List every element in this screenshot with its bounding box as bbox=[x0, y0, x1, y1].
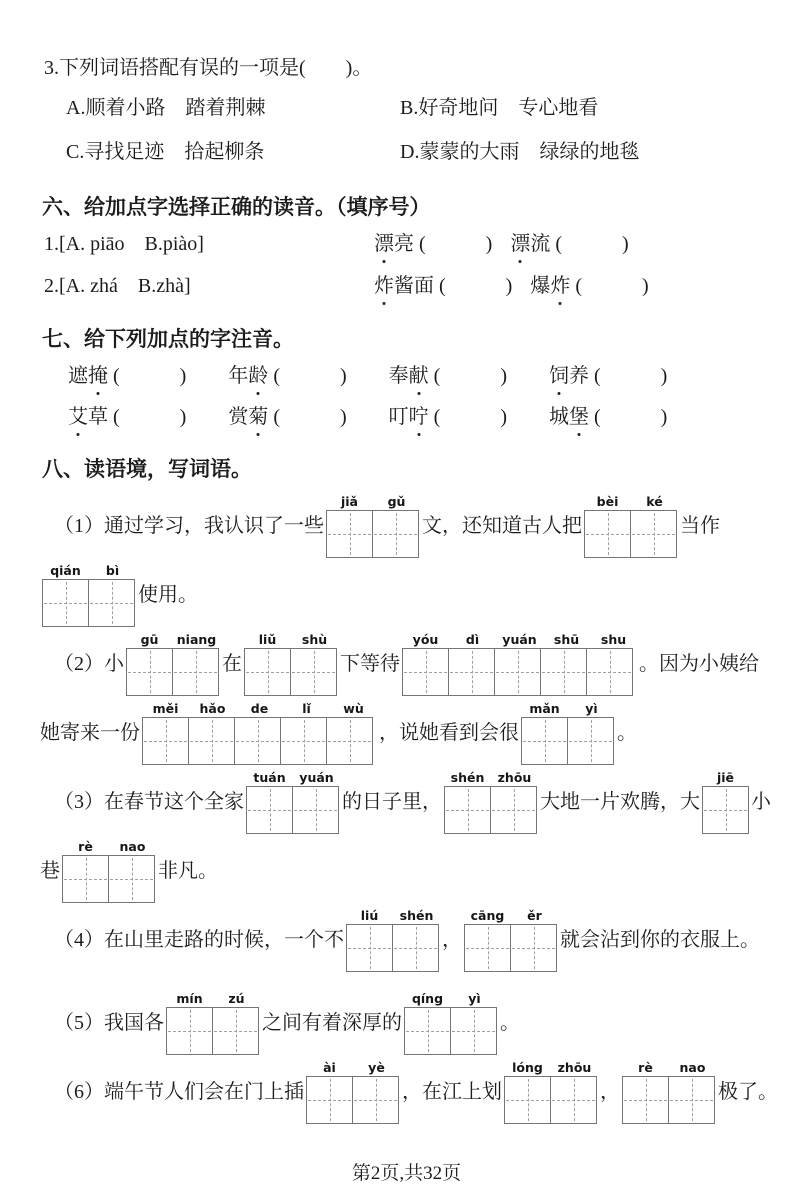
writing-grid-aiye bbox=[306, 1059, 400, 1124]
writing-grid-cell bbox=[404, 1007, 451, 1055]
answer-blank: ( ) bbox=[273, 365, 347, 387]
writing-grid-cell bbox=[42, 579, 89, 627]
dotted-char: 咛 bbox=[408, 406, 429, 428]
fill-line-6 bbox=[40, 838, 773, 903]
pinyin-label: shén bbox=[399, 908, 434, 923]
pinyin-label: gū bbox=[140, 632, 159, 647]
pinyin-label: hǎo bbox=[199, 701, 226, 716]
sentence-fragment: 她寄来一份 bbox=[40, 721, 140, 744]
writing-grid-cell bbox=[306, 1076, 353, 1124]
sentence-fragment: （6）端午节人们会在门上插 bbox=[54, 1080, 304, 1103]
sentence-fragment: 的日子里， bbox=[342, 790, 442, 813]
writing-grid-cell bbox=[504, 1076, 551, 1124]
dotted-word-piaoliang: 漂亮 ( ) bbox=[374, 233, 493, 255]
dotted-char: 漂 bbox=[510, 233, 531, 255]
writing-grid-cell bbox=[372, 510, 419, 558]
writing-grid-renao-2 bbox=[622, 1059, 716, 1124]
dotted-word-zheyan: 遮掩 ( ) bbox=[68, 365, 187, 387]
pinyin-label: lǐ bbox=[302, 701, 311, 716]
sentence-fragment: 。因为小姨给 bbox=[639, 652, 759, 675]
writing-grid-youdiyuan bbox=[402, 631, 637, 696]
option-b: B.好奇地问 专心地看 bbox=[400, 97, 599, 119]
pinyin-label: ěr bbox=[527, 908, 542, 923]
writing-grid-beike bbox=[584, 493, 678, 558]
sentence-fragment: （3）在春节这个全家 bbox=[54, 790, 244, 813]
writing-grid-cell bbox=[630, 510, 677, 558]
pronunciation-item-2 bbox=[44, 273, 773, 299]
pronunciation-item-1 bbox=[44, 231, 773, 257]
dotted-word-nianling: 年龄 ( ) bbox=[228, 365, 347, 387]
fill-line-2 bbox=[40, 562, 773, 627]
pinyin-label: nao bbox=[679, 1060, 706, 1075]
sentence-fragment: （2）小 bbox=[54, 652, 124, 675]
sentence-fragment: 下等待 bbox=[340, 652, 400, 675]
writing-grid-cell bbox=[450, 1007, 497, 1055]
section-6-heading: 六、给加点字选择正确的读音。（填序号） bbox=[42, 195, 431, 219]
writing-grid-cell bbox=[212, 1007, 259, 1055]
dotted-char: 漂 bbox=[374, 233, 394, 255]
pinyin-label: wù bbox=[343, 701, 364, 716]
sentence-fragment: （5）我国各 bbox=[54, 1011, 164, 1034]
writing-grid-cell bbox=[567, 717, 614, 765]
writing-grid-cell bbox=[668, 1076, 715, 1124]
writing-grid-canger bbox=[464, 907, 558, 972]
writing-grid-cell bbox=[244, 648, 291, 696]
writing-grid-guniang bbox=[126, 631, 220, 696]
sentence-fragment: 。 bbox=[500, 1011, 520, 1034]
dotted-char: 艾 bbox=[68, 406, 88, 428]
fill-line-7 bbox=[40, 907, 773, 972]
writing-grid-cell bbox=[448, 648, 495, 696]
sentence-fragment: 在 bbox=[222, 652, 242, 675]
dotted-word-zhajiangmian: 炸酱面 ( ) bbox=[374, 275, 513, 297]
writing-grid-cell bbox=[108, 855, 155, 903]
pinyin-label: liǔ bbox=[258, 632, 277, 647]
pinyin-label: ké bbox=[646, 494, 663, 509]
sentence-fragment: ， bbox=[600, 1080, 620, 1103]
pinyin-label: bèi bbox=[596, 494, 619, 509]
pinyin-label: zhōu bbox=[497, 770, 532, 785]
writing-grid-cell bbox=[346, 924, 393, 972]
dotted-word-aicao: 艾草 ( ) bbox=[68, 406, 187, 428]
answer-blank: ( ) bbox=[593, 406, 668, 428]
sentence-fragment: 极了。 bbox=[718, 1080, 778, 1103]
dotted-char: 龄 bbox=[248, 365, 269, 387]
writing-grid-longzhou bbox=[504, 1059, 598, 1124]
pinyin-label: yì bbox=[585, 701, 598, 716]
writing-grid-manyi bbox=[521, 700, 615, 765]
writing-grid-cell bbox=[166, 1007, 213, 1055]
answer-blank: ( ) bbox=[113, 406, 187, 428]
writing-grid-cell bbox=[584, 510, 631, 558]
writing-grid-liushen bbox=[346, 907, 440, 972]
option-c: C.寻找足迹 拾起柳条 bbox=[66, 141, 265, 163]
answer-blank: ( ) bbox=[439, 275, 513, 297]
pinyin-label: nao bbox=[119, 839, 146, 854]
writing-grid-cell bbox=[142, 717, 189, 765]
answer-blank: ( ) bbox=[593, 365, 668, 387]
answer-blank: ( ) bbox=[555, 233, 629, 255]
fill-line-1 bbox=[40, 493, 773, 558]
writing-grid-cell bbox=[326, 510, 373, 558]
sentence-fragment: 文，还知道古人把 bbox=[422, 514, 582, 537]
pinyin-label: yuán bbox=[299, 770, 334, 785]
sentence-fragment: ， bbox=[442, 928, 462, 951]
pinyin-label: shén bbox=[450, 770, 485, 785]
pinyin-label: yóu bbox=[412, 632, 439, 647]
writing-grid-cell bbox=[292, 786, 339, 834]
writing-grid-cell bbox=[540, 648, 587, 696]
pinyin-label: rè bbox=[638, 1060, 653, 1075]
dotted-char: 献 bbox=[408, 365, 429, 387]
sentence-fragment: ，在江上划 bbox=[402, 1080, 502, 1103]
option-d: D.蒙蒙的大雨 绿绿的地毯 bbox=[400, 141, 640, 163]
question-3-options-row-1 bbox=[66, 95, 773, 121]
pinyin-label: zú bbox=[228, 991, 245, 1006]
question-3-options-row-2 bbox=[66, 139, 773, 165]
pinyin-label: mǎn bbox=[529, 701, 560, 716]
pinyin-label: tuán bbox=[253, 770, 286, 785]
pinyin-label: dì bbox=[465, 632, 480, 647]
writing-grid-cell bbox=[246, 786, 293, 834]
pinyin-label: bì bbox=[105, 563, 120, 578]
fill-line-9 bbox=[40, 1059, 778, 1124]
pinyin-label: lóng bbox=[512, 1060, 543, 1075]
fill-line-3 bbox=[40, 631, 773, 696]
sentence-fragment: 使用。 bbox=[138, 583, 198, 606]
writing-grid-cell bbox=[622, 1076, 669, 1124]
section-7-heading: 七、给下列加点的字注音。 bbox=[42, 327, 294, 351]
pinyin-label: měi bbox=[152, 701, 179, 716]
writing-grid-cell bbox=[521, 717, 568, 765]
pinyin-label: ài bbox=[323, 1060, 336, 1075]
pinyin-label: shù bbox=[301, 632, 328, 647]
writing-grid-cell bbox=[702, 786, 749, 834]
dotted-word-piaoliu: 漂流 ( ) bbox=[510, 233, 629, 255]
question-3-title: 3.下列词语搭配有误的一项是( )。 bbox=[44, 57, 373, 79]
sentence-fragment: ，说她看到会很 bbox=[379, 721, 519, 744]
dotted-char: 菊 bbox=[248, 406, 269, 428]
dotted-word-baozha: 爆炸 ( ) bbox=[530, 275, 649, 297]
sentence-fragment: 非凡。 bbox=[158, 859, 218, 882]
fill-line-5 bbox=[40, 769, 773, 834]
dotted-char: 堡 bbox=[568, 406, 589, 428]
pronunciation-choices-2: 2.[A. zhá B.zhà] bbox=[44, 275, 191, 297]
pinyin-label: cāng bbox=[470, 908, 505, 923]
writing-grid-jie bbox=[702, 769, 749, 834]
dotted-word-chengbao: 城堡 ( ) bbox=[548, 406, 668, 428]
writing-grid-liushu bbox=[244, 631, 338, 696]
sentence-fragment: 巷 bbox=[40, 859, 60, 882]
writing-grid-cell bbox=[172, 648, 219, 696]
pinyin-label: yì bbox=[468, 991, 481, 1006]
writing-grid-cell bbox=[402, 648, 449, 696]
writing-grid-cell bbox=[290, 648, 337, 696]
sentence-fragment: 当作 bbox=[680, 514, 720, 537]
sentence-fragment: 就会沾到你的衣服上。 bbox=[560, 928, 760, 951]
answer-blank: ( ) bbox=[419, 233, 493, 255]
writing-grid-shenzhou bbox=[444, 769, 538, 834]
sentence-fragment: （1）通过学习，我认识了一些 bbox=[54, 514, 324, 537]
writing-grid-cell bbox=[234, 717, 281, 765]
sentence-fragment: 之间有着深厚的 bbox=[262, 1011, 402, 1034]
sentence-fragment: （4）在山里走路的时候，一个不 bbox=[54, 928, 344, 951]
answer-blank: ( ) bbox=[273, 406, 347, 428]
annotate-row-1 bbox=[68, 363, 773, 389]
answer-blank: ( ) bbox=[433, 406, 507, 428]
sentence-fragment: 大地一片欢腾，大 bbox=[540, 790, 700, 813]
dotted-word-siyang: 饲养 ( ) bbox=[548, 365, 668, 387]
writing-grid-qingyi bbox=[404, 990, 498, 1055]
fill-line-4 bbox=[40, 700, 773, 765]
pinyin-label: mín bbox=[176, 991, 203, 1006]
pinyin-label: niang bbox=[176, 632, 217, 647]
answer-blank: ( ) bbox=[575, 275, 649, 297]
fill-line-8 bbox=[40, 990, 773, 1055]
pinyin-label: shu bbox=[600, 632, 627, 647]
pinyin-label: gǔ bbox=[387, 494, 406, 509]
pinyin-label: jiē bbox=[716, 770, 735, 785]
pinyin-label: yuán bbox=[502, 632, 537, 647]
writing-grid-tuanyuan bbox=[246, 769, 340, 834]
writing-grid-cell bbox=[392, 924, 439, 972]
writing-grid-minzu bbox=[166, 990, 260, 1055]
dotted-word-dingning: 叮咛 ( ) bbox=[388, 406, 507, 428]
pinyin-label: shū bbox=[553, 632, 580, 647]
writing-grid-qianbi bbox=[42, 562, 136, 627]
writing-grid-cell bbox=[352, 1076, 399, 1124]
pinyin-label: jiǎ bbox=[340, 494, 358, 509]
dotted-char: 掩 bbox=[88, 365, 108, 387]
writing-grid-cell bbox=[280, 717, 327, 765]
dotted-char: 饲 bbox=[548, 365, 569, 387]
writing-grid-cell bbox=[510, 924, 557, 972]
writing-grid-cell bbox=[444, 786, 491, 834]
option-a: A.顺着小路 踏着荆棘 bbox=[66, 97, 266, 119]
writing-grid-cell bbox=[494, 648, 541, 696]
pronunciation-choices-1: 1.[A. piāo B.piào] bbox=[44, 233, 204, 255]
writing-grid-cell bbox=[88, 579, 135, 627]
page-number: 第2页,共32页 bbox=[351, 1163, 462, 1184]
writing-grid-renao-1 bbox=[62, 838, 156, 903]
pinyin-label: zhōu bbox=[557, 1060, 592, 1075]
writing-grid-liwu bbox=[142, 700, 377, 765]
writing-grid-jiagu bbox=[326, 493, 420, 558]
section-8-heading: 八、读语境，写词语。 bbox=[42, 457, 252, 481]
pinyin-label: qíng bbox=[411, 991, 444, 1006]
writing-grid-cell bbox=[490, 786, 537, 834]
pinyin-label: yè bbox=[368, 1060, 385, 1075]
pinyin-label: qián bbox=[50, 563, 81, 578]
writing-grid-cell bbox=[62, 855, 109, 903]
annotate-row-2 bbox=[68, 404, 773, 430]
sentence-fragment: 小 bbox=[751, 790, 771, 813]
pinyin-label: liú bbox=[360, 908, 379, 923]
answer-blank: ( ) bbox=[113, 365, 187, 387]
answer-blank: ( ) bbox=[433, 365, 507, 387]
writing-grid-cell bbox=[464, 924, 511, 972]
writing-grid-cell bbox=[550, 1076, 597, 1124]
dotted-word-fengxian: 奉献 ( ) bbox=[388, 365, 507, 387]
writing-grid-cell bbox=[188, 717, 235, 765]
dotted-word-shangju: 赏菊 ( ) bbox=[228, 406, 347, 428]
pinyin-label: rè bbox=[78, 839, 93, 854]
pinyin-label: de bbox=[250, 701, 269, 716]
dotted-char: 炸 bbox=[550, 275, 571, 297]
dotted-char: 炸 bbox=[374, 275, 394, 297]
sentence-fragment: 。 bbox=[617, 721, 637, 744]
writing-grid-cell bbox=[326, 717, 373, 765]
writing-grid-cell bbox=[126, 648, 173, 696]
writing-grid-cell bbox=[586, 648, 633, 696]
